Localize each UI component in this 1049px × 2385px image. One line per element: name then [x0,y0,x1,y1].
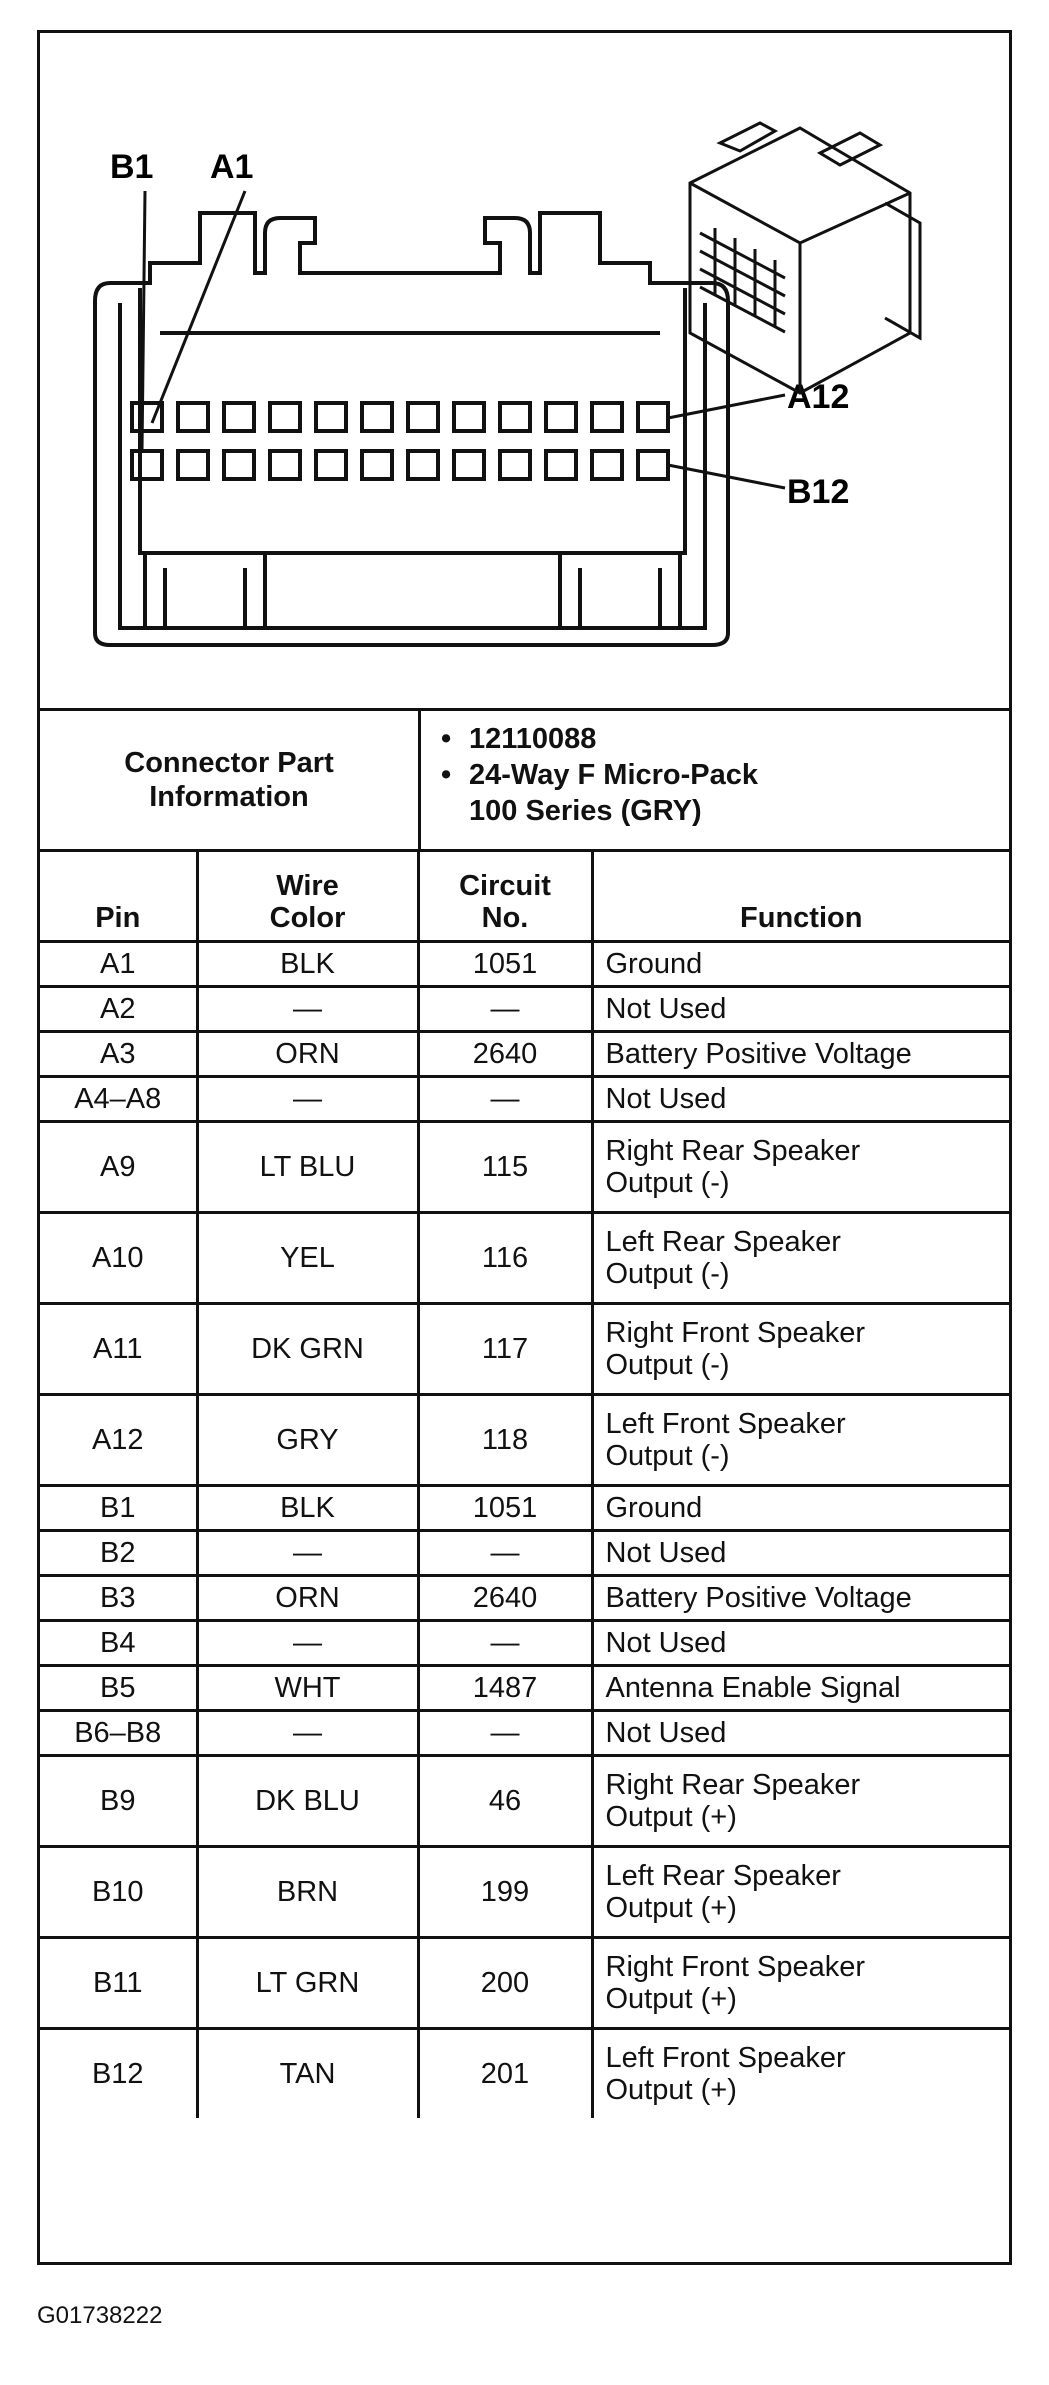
figure-id: G01738222 [37,2302,163,2329]
table-row [40,1122,1009,1213]
pin-cell: B10 [40,1847,197,1938]
function-line: Right Rear Speaker [605,1135,861,1167]
wire-color-cell: YEL [197,1213,418,1304]
info-item [421,721,1001,757]
function-line: Ground [605,1492,703,1524]
connector-diagram [40,33,1009,711]
pin-cell: B9 [40,1756,197,1847]
function-line: Output (-) [605,1440,730,1472]
label-a12: A12 [787,378,850,416]
pin-cell: A11 [40,1304,197,1395]
connector-part-information [40,711,1009,852]
header-wire-color: Wire Color [197,852,418,942]
connector-series: 100 Series (GRY) [469,795,702,827]
part-number: 12110088 [469,723,597,755]
info-label-line1: Connector Part [124,747,334,779]
circuit-cell: 115 [418,1122,592,1213]
function-line: Ground [605,948,703,980]
wire-color-cell: BLK [197,942,418,987]
header-function: Function [592,852,1009,942]
function-line: Battery Positive Voltage [605,1582,912,1614]
function-cell [592,1938,1009,2029]
circuit-cell: 117 [418,1304,592,1395]
wire-color-cell: LT BLU [197,1122,418,1213]
connector-isometric-view [690,123,920,393]
wire-color-cell: TAN [197,2029,418,2119]
function-cell [592,1213,1009,1304]
function-line: Not Used [605,1083,727,1115]
pin-cell: B1 [40,1486,197,1531]
cavity-row-b [132,451,668,479]
pin-cell: B11 [40,1938,197,2029]
function-cell [592,1756,1009,1847]
wire-color-cell: — [197,1531,418,1576]
wire-color-cell: — [197,1077,418,1122]
table-row [40,2029,1009,2119]
table-row [40,1576,1009,1621]
function-cell [592,1032,1009,1077]
function-line: Output (+) [605,1892,737,1924]
wire-color-cell: GRY [197,1395,418,1486]
circuit-cell: — [418,987,592,1032]
function-line: Left Rear Speaker [605,1226,841,1258]
pin-table [40,852,1009,2118]
function-cell [592,1486,1009,1531]
wire-color-cell: — [197,987,418,1032]
function-line: Right Front Speaker [605,1317,866,1349]
pin-cell: B3 [40,1576,197,1621]
circuit-cell: — [418,1621,592,1666]
header-pin: Pin [40,852,197,942]
table-row [40,1395,1009,1486]
label-a1: A1 [210,148,254,186]
circuit-cell: 1487 [418,1666,592,1711]
table-row [40,1756,1009,1847]
function-cell [592,1711,1009,1756]
function-line: Left Front Speaker [605,2042,846,2074]
function-line: Not Used [605,1537,727,1569]
circuit-cell: 2640 [418,1032,592,1077]
wire-color-cell: BLK [197,1486,418,1531]
wire-color-cell: DK BLU [197,1756,418,1847]
wire-color-cell: — [197,1711,418,1756]
info-item [421,793,1001,829]
circuit-cell: 1051 [418,1486,592,1531]
wire-color-cell: WHT [197,1666,418,1711]
function-line: Antenna Enable Signal [605,1672,901,1704]
bullet-icon: • [441,723,452,755]
pin-cell: B2 [40,1531,197,1576]
table-row [40,942,1009,987]
table-header-row [40,852,1009,942]
pin-cell: A9 [40,1122,197,1213]
function-cell [592,2029,1009,2119]
function-line: Left Rear Speaker [605,1860,841,1892]
circuit-cell: 199 [418,1847,592,1938]
pin-cell: A1 [40,942,197,987]
function-line: Output (-) [605,1349,730,1381]
connector-type: 24-Way F Micro-Pack [469,759,759,791]
function-line: Output (-) [605,1258,730,1290]
bullet-icon: • [441,759,452,791]
label-b12: B12 [787,473,850,511]
pin-cell: A12 [40,1395,197,1486]
pin-cell: B5 [40,1666,197,1711]
circuit-cell: — [418,1711,592,1756]
function-cell [592,942,1009,987]
pin-cell: A3 [40,1032,197,1077]
function-cell [592,1395,1009,1486]
pin-cell: B6–B8 [40,1711,197,1756]
table-row [40,1304,1009,1395]
table-row [40,1486,1009,1531]
table-row [40,1077,1009,1122]
function-cell [592,1666,1009,1711]
table-row [40,1938,1009,2029]
function-cell [592,1847,1009,1938]
circuit-cell: — [418,1077,592,1122]
table-row [40,1666,1009,1711]
function-line: Output (+) [605,2074,737,2106]
label-b1: B1 [110,148,154,186]
pin-cell: B12 [40,2029,197,2119]
header-circuit-no: Circuit No. [418,852,592,942]
function-line: Output (-) [605,1167,730,1199]
function-cell [592,1077,1009,1122]
pin-cell: A10 [40,1213,197,1304]
function-cell [592,1304,1009,1395]
function-line: Not Used [605,993,727,1025]
wire-color-cell: — [197,1621,418,1666]
function-line: Not Used [605,1717,727,1749]
info-label [40,711,421,849]
info-item [421,757,1001,793]
circuit-cell: 118 [418,1395,592,1486]
pin-cell: A2 [40,987,197,1032]
function-line: Left Front Speaker [605,1408,846,1440]
function-cell [592,1531,1009,1576]
table-row [40,1213,1009,1304]
function-cell [592,1122,1009,1213]
wire-color-cell: ORN [197,1576,418,1621]
table-row [40,1621,1009,1666]
info-label-line2: Information [149,781,309,813]
function-cell [592,987,1009,1032]
circuit-cell: 46 [418,1756,592,1847]
function-cell [592,1621,1009,1666]
circuit-cell: 1051 [418,942,592,987]
table-row [40,1531,1009,1576]
table-row [40,1847,1009,1938]
pin-cell: A4–A8 [40,1077,197,1122]
table-row [40,1032,1009,1077]
info-values [421,721,1001,829]
circuit-cell: 2640 [418,1576,592,1621]
function-line: Output (+) [605,1983,737,2015]
function-line: Output (+) [605,1801,737,1833]
function-line: Not Used [605,1627,727,1659]
connector-face-drawing [40,33,1009,708]
table-row [40,987,1009,1032]
circuit-cell: 201 [418,2029,592,2119]
wire-color-cell: ORN [197,1032,418,1077]
table-row [40,1711,1009,1756]
pin-rows [40,942,1009,2119]
function-cell [592,1576,1009,1621]
circuit-cell: 200 [418,1938,592,2029]
function-line: Right Front Speaker [605,1951,866,1983]
pin-cell: B4 [40,1621,197,1666]
wire-color-cell: DK GRN [197,1304,418,1395]
wire-color-cell: BRN [197,1847,418,1938]
function-line: Right Rear Speaker [605,1769,861,1801]
circuit-cell: 116 [418,1213,592,1304]
circuit-cell: — [418,1531,592,1576]
function-line: Battery Positive Voltage [605,1038,912,1070]
connector-sheet [37,30,1012,2265]
wire-color-cell: LT GRN [197,1938,418,2029]
cavity-row-a [132,403,668,431]
